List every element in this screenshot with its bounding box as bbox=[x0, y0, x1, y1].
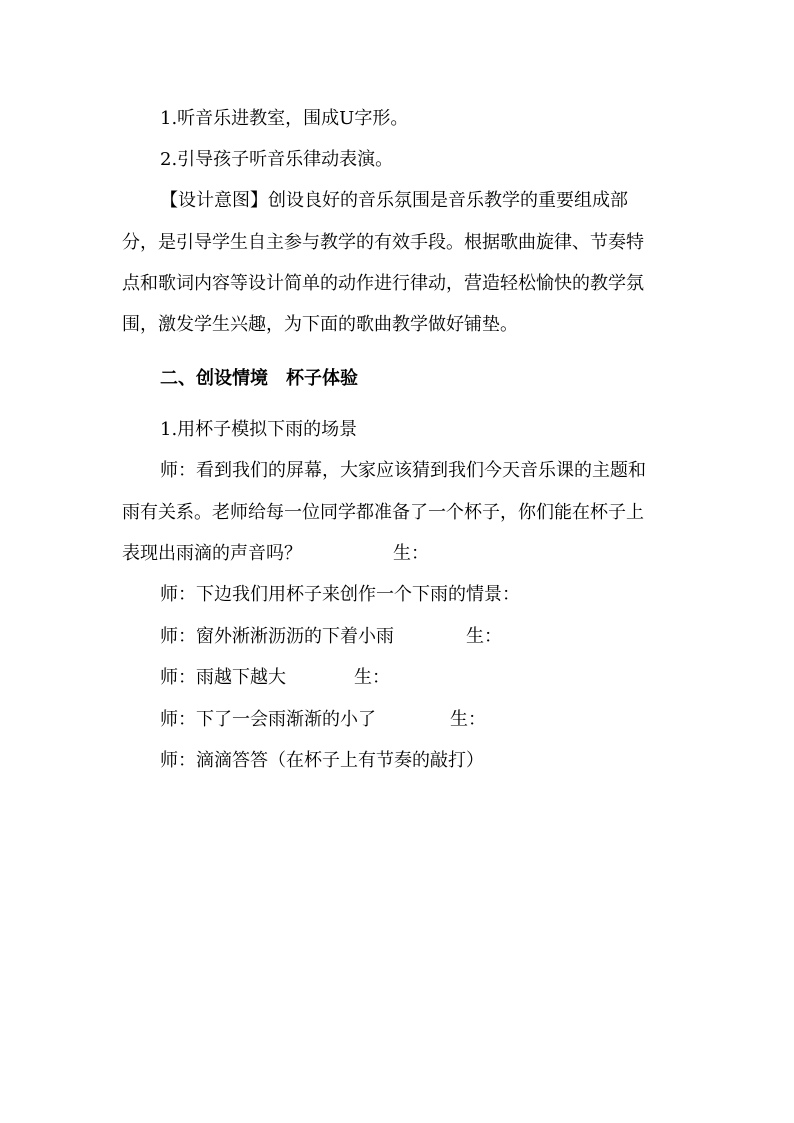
student-response-3: 生： bbox=[466, 626, 502, 647]
teacher-line-6: 师：滴滴答答（在杯子上有节奏的敲打） bbox=[160, 750, 484, 771]
section-heading bbox=[160, 368, 358, 390]
teacher-line-4: 师：雨越下越大 bbox=[160, 667, 286, 688]
teacher-line-2: 师：下边我们用杯子来创作一个下雨的情景： bbox=[160, 584, 520, 605]
design-intent-line-2: 分，是引导学生自主参与教学的有效手段。根据歌曲旋律、节奏特 bbox=[122, 232, 644, 253]
design-intent-line-3: 点和歌词内容等设计简单的动作进行律动，营造轻松愉快的教学氛 bbox=[122, 273, 644, 294]
section-heading-part-2: 杯子体验 bbox=[286, 368, 358, 389]
design-intent-line-1: 【设计意图】创设良好的音乐氛围是音乐教学的重要组成部 bbox=[160, 190, 628, 211]
teacher-line-1a: 师：看到我们的屏幕，大家应该猜到我们今天音乐课的主题和 bbox=[160, 460, 646, 481]
design-intent-line-4: 围，激发学生兴趣，为下面的歌曲教学做好铺垫。 bbox=[122, 314, 518, 335]
teacher-line-1b: 雨有关系。老师给每一位同学都准备了一个杯子，你们能在杯子上 bbox=[122, 502, 644, 523]
student-response-1: 生： bbox=[393, 543, 429, 564]
teacher-line-1c: 表现出雨滴的声音吗？ bbox=[122, 543, 302, 564]
student-response-5: 生： bbox=[450, 709, 486, 730]
step-2-text: 2.引导孩子听音乐律动表演。 bbox=[160, 149, 394, 170]
step-1-text: 1.听音乐进教室，围成U字形。 bbox=[160, 108, 409, 129]
teacher-line-3: 师：窗外淅淅沥沥的下着小雨 bbox=[160, 626, 394, 647]
section-heading-part-1: 二、创设情境 bbox=[160, 368, 268, 389]
student-response-4: 生： bbox=[354, 667, 390, 688]
teacher-line-5: 师：下了一会雨渐渐的小了 bbox=[160, 709, 376, 730]
subsection-1-title: 1.用杯子模拟下雨的场景 bbox=[160, 419, 358, 440]
